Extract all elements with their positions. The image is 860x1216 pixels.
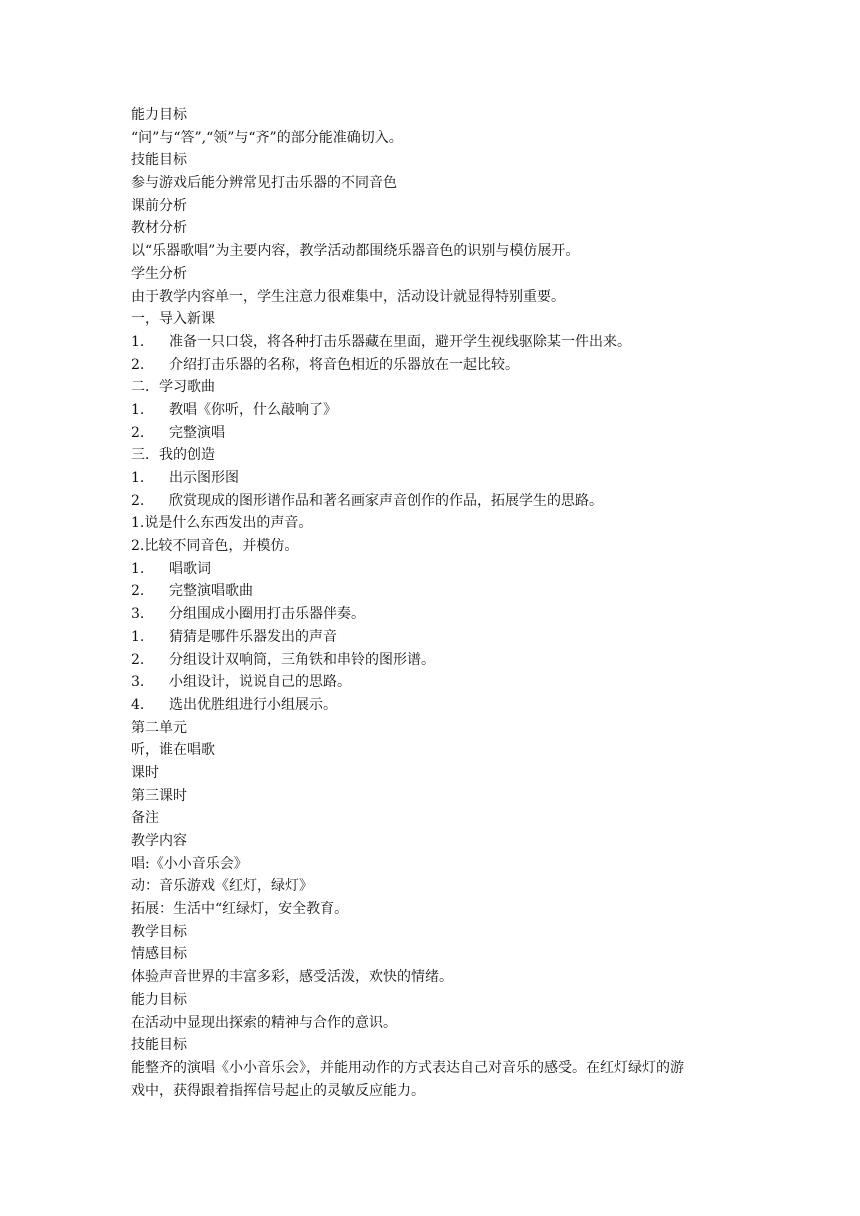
text-line: 以“乐器歌唱”为主要内容，教学活动都围绕乐器音色的识别与模仿展开。 — [131, 243, 580, 260]
section-heading: 一，导入新课 — [131, 311, 215, 328]
list-number: 2. — [131, 356, 145, 373]
text-line: 在活动中显现出探索的精神与合作的意识。 — [131, 1014, 397, 1031]
list-number: 3. — [131, 606, 145, 623]
list-number: 1. — [131, 560, 145, 577]
list-item — [131, 331, 751, 354]
text-line: 拓展：生活中“红绿灯，安全教育。 — [131, 901, 349, 918]
text-line: 1.说是什么东西发出的声音。 — [131, 515, 313, 532]
list-text: 完整演唱 — [169, 424, 225, 441]
list-text: 分组围成小圈用打击乐器伴奏。 — [169, 606, 365, 623]
list-number: 1. — [131, 401, 145, 418]
text-line: 能力目标 — [131, 107, 187, 123]
text-line: 体验声音世界的丰富多彩，感受活泼，欢快的情绪。 — [131, 969, 453, 986]
list-text: 出示图形图 — [169, 470, 239, 486]
section-heading: 三．我的创造 — [131, 447, 215, 464]
text-line: 教学目标 — [131, 923, 187, 940]
text-line: 参与游戏后能分辨常见打击乐器的不同音色 — [131, 175, 397, 192]
list-item — [131, 467, 751, 490]
list-number: 1. — [131, 333, 145, 350]
list-item — [131, 354, 751, 377]
list-text: 欣赏现成的图形谱作品和著名画家声音创作的作品，拓展学生的思路。 — [169, 492, 603, 509]
list-text: 唱歌词 — [169, 560, 211, 577]
list-number: 2. — [131, 651, 145, 668]
list-item — [131, 558, 751, 581]
list-number: 1. — [131, 470, 145, 486]
list-number: 2. — [131, 424, 145, 441]
section-heading: 二．学习歌曲 — [131, 379, 215, 396]
list-text: 猜猜是哪件乐器发出的声音 — [169, 628, 337, 645]
list-text: 小组设计，说说自己的思路。 — [169, 674, 351, 691]
text-line: 课前分析 — [131, 197, 187, 214]
text-line: 由于教学内容单一，学生注意力很难集中，活动设计就显得特别重要。 — [131, 288, 565, 305]
list-item — [131, 490, 751, 513]
text-line: 能力目标 — [131, 991, 187, 1008]
list-number: 4. — [131, 696, 145, 713]
list-text: 准备一只口袋，将各种打击乐器藏在里面，避开学生视线驱除某一件出来。 — [169, 333, 631, 350]
list-text: 分组设计双响筒，三角铁和串铃的图形谱。 — [169, 651, 435, 668]
list-number: 1. — [131, 628, 145, 645]
text-line: 情感目标 — [131, 946, 187, 963]
list-number: 2. — [131, 492, 145, 509]
text-line: “问”与“答”,“领”与“齐”的部分能准确切入。 — [131, 129, 403, 146]
list-item — [131, 671, 751, 694]
list-item — [131, 626, 751, 649]
unit-heading: 第二单元 — [131, 719, 187, 736]
list-item — [131, 649, 751, 672]
text-line: 教材分析 — [131, 220, 187, 237]
text-line: 学生分析 — [131, 265, 187, 282]
paragraph-line: 能整齐的演唱《小小音乐会》，并能用动作的方式表达自己对音乐的感受。在红灯绿灯的游 — [131, 1059, 684, 1076]
list-text: 选出优胜组进行小组展示。 — [169, 696, 337, 713]
list-text: 介绍打击乐器的名称，将音色相近的乐器放在一起比较。 — [169, 356, 519, 373]
list-item — [131, 399, 751, 422]
text-line: 技能目标 — [131, 152, 187, 169]
list-item — [131, 580, 751, 603]
text-line: 唱:《小小音乐会》 — [131, 855, 248, 872]
list-item — [131, 603, 751, 626]
list-number: 3. — [131, 674, 145, 691]
list-item — [131, 422, 751, 445]
text-line: 教学内容 — [131, 833, 187, 849]
list-item — [131, 694, 751, 717]
list-text: 教唱《你听，什么敲响了》 — [169, 401, 337, 418]
text-line: 技能目标 — [131, 1037, 187, 1054]
list-text: 完整演唱歌曲 — [169, 583, 253, 600]
text-line: 第三课时 — [131, 787, 187, 804]
text-line: 课时 — [131, 764, 159, 781]
list-number: 2. — [131, 583, 145, 600]
paragraph-line: 戏中，获得跟着指挥信号起止的灵敏反应能力。 — [131, 1082, 425, 1099]
document-body — [131, 104, 751, 1102]
text-line: 动：音乐游戏《红灯，绿灯》 — [131, 878, 313, 895]
lesson-title: 听，谁在唱歌 — [131, 742, 215, 759]
text-line: 2.比较不同音色，并模仿。 — [131, 538, 299, 555]
text-line: 备注 — [131, 810, 159, 827]
